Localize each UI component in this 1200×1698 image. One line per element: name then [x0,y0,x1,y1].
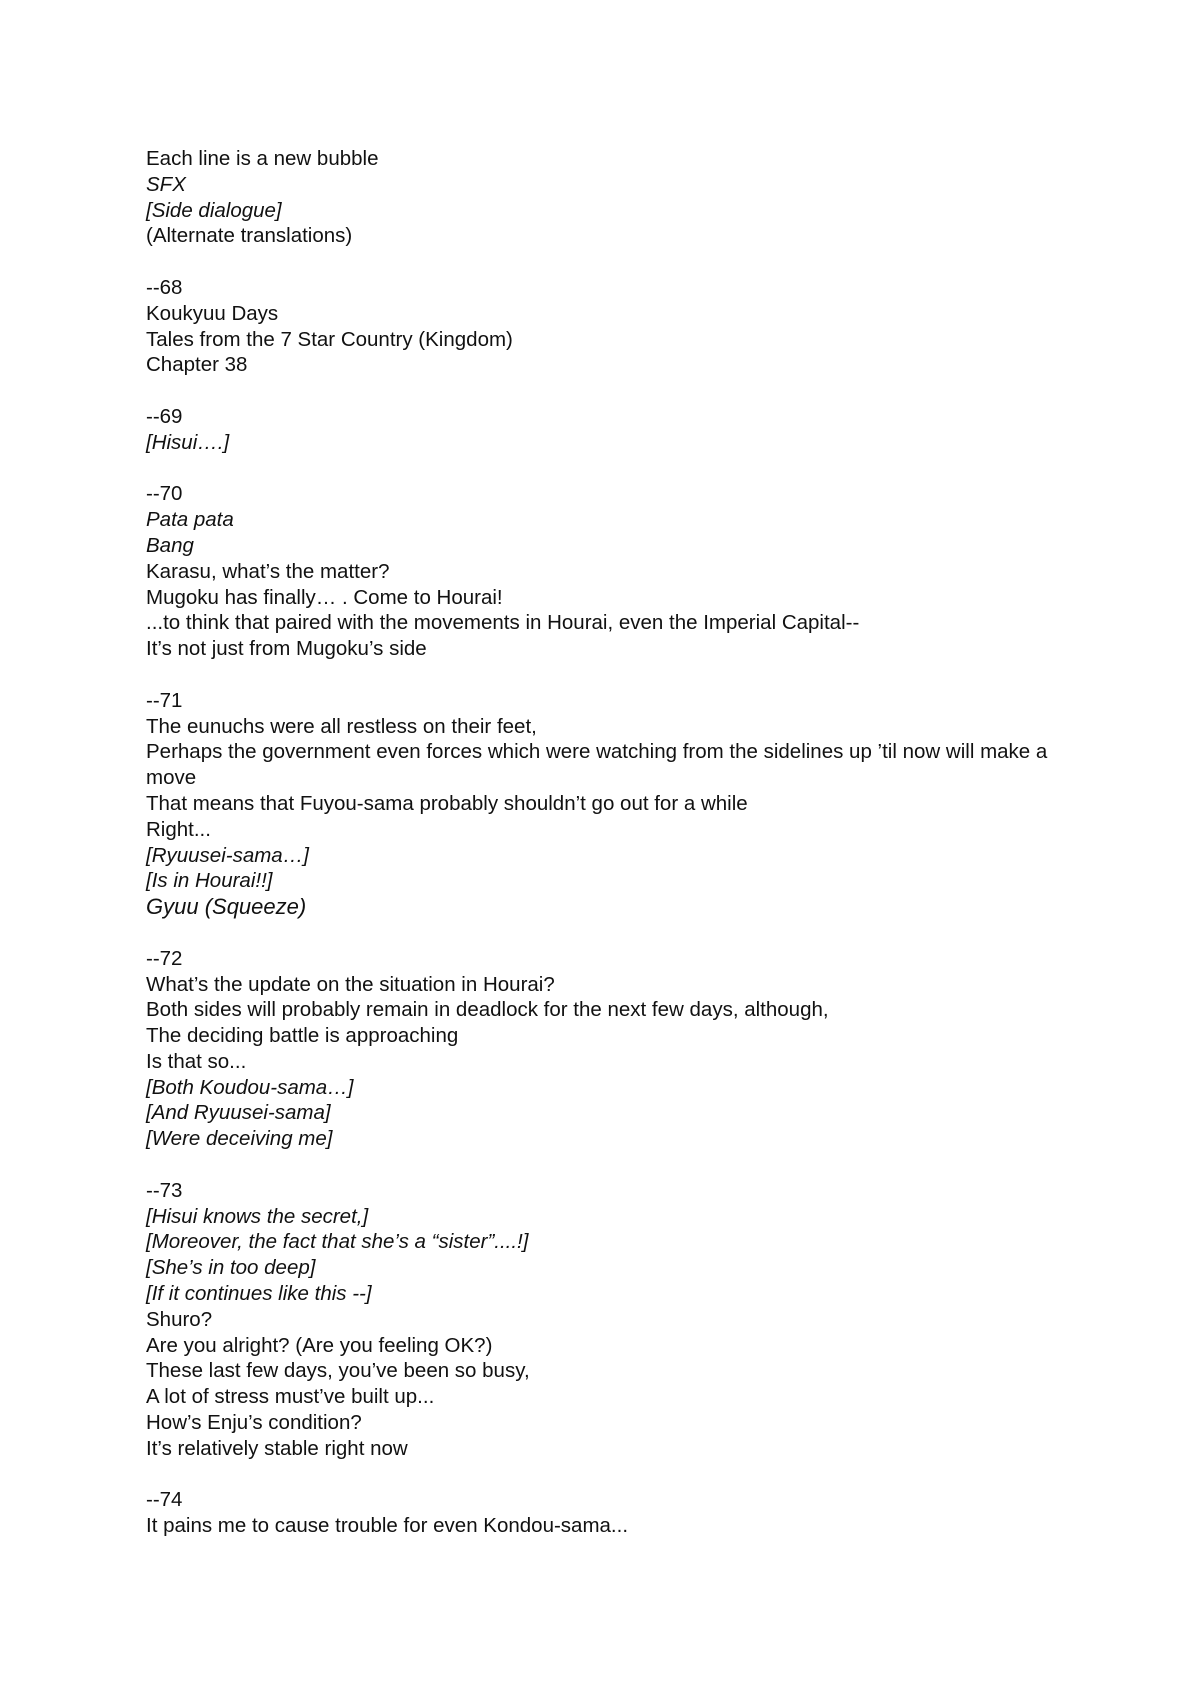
dialogue-line: The eunuchs were all restless on their feet, [146,714,537,738]
dialogue-line: Koukyuu Days [146,301,279,325]
dialogue-line: Both sides will probably remain in deadlock for the next few days, although, [146,998,829,1022]
dialogue-line: Right... [146,817,211,841]
dialogue-line: It’s not just from Mugoku’s side [146,637,427,661]
spacer [146,920,1066,946]
dialogue-line: What’s the update on the situation in Hourai? [146,972,555,996]
page-marker: --74 [146,1488,183,1512]
side-dialogue-line: [Ryuusei-sama…] [146,843,309,867]
page-section-71 [146,688,1066,920]
side-dialogue-line: [Were deceiving me] [146,1127,333,1151]
dialogue-line: These last few days, you’ve been so busy, [146,1359,530,1383]
page-section-70 [146,481,1066,662]
page-marker: --73 [146,1178,183,1202]
side-dialogue-line: [If it continues like this --] [146,1282,372,1306]
spacer [146,456,1066,482]
dialogue-line: How’s Enju’s condition? [146,1411,362,1435]
sfx-line: Gyuu (Squeeze) [146,894,307,920]
dialogue-line: It pains me to cause trouble for even Kondou-sama... [146,1514,629,1538]
page-section-68 [146,275,1066,378]
document-page [146,146,1066,1539]
legend-alternate: (Alternate translations) [146,224,353,248]
dialogue-line: Chapter 38 [146,353,248,377]
sfx-line: Pata pata [146,508,234,532]
spacer [146,1152,1066,1178]
page-section-73 [146,1178,1066,1462]
dialogue-line: Shuro? [146,1307,213,1331]
page-marker: --71 [146,688,183,712]
legend-bubble: Each line is a new bubble [146,147,379,170]
page-section-69 [146,404,1066,456]
side-dialogue-line: [Hisui knows the secret,] [146,1204,369,1228]
dialogue-line: Is that so... [146,1049,247,1073]
dialogue-line: Are you alright? (Are you feeling OK?) [146,1333,493,1357]
page-section-74 [146,1487,1066,1539]
dialogue-line: The deciding battle is approaching [146,1024,459,1048]
page-marker: --72 [146,946,183,970]
page-marker: --68 [146,275,183,299]
side-dialogue-line: [Is in Hourai!!] [146,869,273,893]
legend-side-dialogue: [Side dialogue] [146,198,282,222]
dialogue-line: It’s relatively stable right now [146,1436,408,1460]
page-section-72 [146,946,1066,1152]
page-marker: --70 [146,482,183,506]
side-dialogue-line: [Moreover, the fact that she’s a “sister”....!] [146,1230,529,1254]
side-dialogue-line: [Hisui….] [146,430,230,454]
dialogue-line: Tales from the 7 Star Country (Kingdom) [146,327,513,351]
dialogue-line: Mugoku has finally… . Come to Hourai! [146,585,503,609]
dialogue-line: Karasu, what’s the matter? [146,559,390,583]
legend-sfx: SFX [146,172,186,196]
dialogue-line: That means that Fuyou-sama probably shouldn’t go out for a while [146,791,748,815]
dialogue-line: A lot of stress must’ve built up... [146,1385,435,1409]
side-dialogue-line: [She’s in too deep] [146,1256,316,1280]
dialogue-line: ...to think that paired with the movements in Hourai, even the Imperial Capital-- [146,611,860,635]
dialogue-line: Perhaps the government even forces which were watching from the sidelines up ’til now will make a move [146,740,1054,790]
side-dialogue-line: [Both Koudou-sama…] [146,1075,354,1099]
side-dialogue-line: [And Ryuusei-sama] [146,1101,331,1125]
page-marker: --69 [146,404,183,428]
spacer [146,1462,1066,1488]
spacer [146,378,1066,404]
sfx-line: Bang [146,533,194,557]
spacer [146,662,1066,688]
legend [146,146,1066,249]
spacer [146,249,1066,275]
